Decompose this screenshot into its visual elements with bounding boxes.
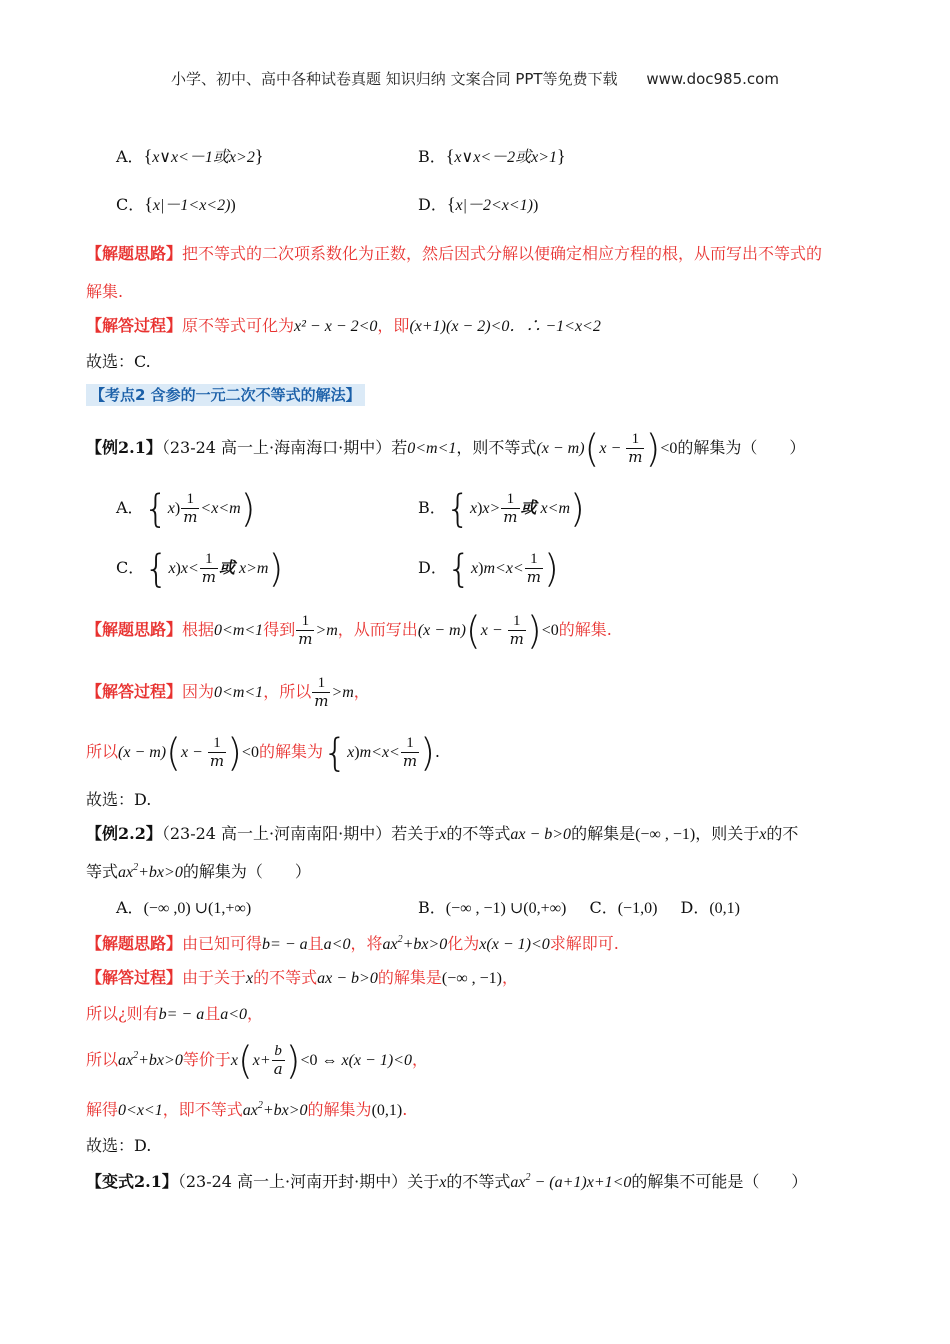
q1-option-d: D．{x|－2<x<1)) [418,194,539,214]
header-url[interactable]: www.doc985.com [646,70,779,88]
q1-idea: 【解题思路】把不等式的二次项系数化为正数，然后因式分解以便确定相应方程的根，从而写出不等式的 [86,244,823,263]
q1-idea-line2: 解集. [86,282,124,301]
example-2-1-stem: 【例2.1】（23-24 高一上·海南海口·期中）若0<m<1，则不等式(x − m)(x − $\frac{1}{m}$ )<0的解集为（ ） [86,426,806,471]
example-2-1-option-d: D．{x)m<x< $\frac{1}{m}$ ) [418,546,559,591]
example-2-2-stem: 【例2.2】（23-24 高一上·河南南阳·期中）若关于x的不等式ax − b>0的解集是(−∞ , −1)，则关于x的不 [86,824,799,843]
example-2-2-process: 【解答过程】由于关于x的不等式ax − b>0的解集是(−∞ , −1)， [86,968,518,987]
variant-2-1-stem: 【变式2.1】（23-24 高一上·河南开封·期中）关于x的不等式$ax^2 - (a+1)x+1<0$的解集不可能是（ ） [86,1172,808,1191]
q1-option-a-text: x∨x<－1或x>2 [152,149,255,166]
process-tag: 【解答过程】 [86,316,183,335]
example-2-1-option-a: A．{x) $\frac{1}{m}$ <x<m) [116,486,256,531]
topic-heading: 【考点2 含参的一元二次不等式的解法】 [86,384,365,406]
q1-option-a: A．{x∨x<－1或x>2} [116,146,264,166]
idea-tag: 【解题思路】 [86,244,183,263]
example-2-1-process: 【解答过程】因为0<m<1，所以 $\frac{1}{m}$ >m， [86,675,370,710]
example-2-2-options-bcd: B．(−∞ , −1) ∪(0,+∞) C．(−1,0) D．(0,1) [418,898,740,917]
q1-option-b: B．{x∨x<－2或x>1} [418,146,566,166]
q1-option-b-text: x∨x<－2或x>1 [454,149,558,166]
page-header [0,68,950,89]
example-2-2-option-a: A．(−∞ ,0) ∪(1,+∞) [116,898,252,917]
example-2-1-idea: 【解题思路】根据0<m<1得到 $\frac{1}{m}$ >m，从而写出(x − m)(x − $\frac{1}{m}$ )<0的解集. [86,608,612,653]
example-2-1-option-b: B．{x)x> $\frac{1}{m}$ 或 x<m) [418,486,585,531]
example-2-2-idea: 【解题思路】由已知可得b= − a且a<0，将$ax^2+bx>0$化为x(x − 1)<0求解即可. [86,934,619,953]
example-2-1-tag: 【例2.1】 [86,438,162,457]
example-2-2-answer: 故选：D. [86,1136,152,1155]
q1-option-c-text: x|－1<x<2) [152,197,231,214]
q1-option-d-text: x|－2<x<1) [455,197,534,214]
q1-answer: 故选：C. [86,352,151,371]
example-2-2-process-line2: 所以¿则有b= − a且a<0， [86,1004,264,1023]
q1-option-c: C．{x|－1<x<2)) [116,194,236,214]
example-2-2-process-line3: 所以$ax^2+bx>0$等价于x(x+ $\frac{b}{a}$ )<0 ⇔ x(x − 1)<0， [86,1038,428,1083]
example-2-1-answer: 故选：D. [86,790,152,809]
example-2-2-stem-line2: 等式$ax^2+bx>0$的解集为（ ） [86,862,311,881]
example-2-2-process-line4: 解得0<x<1，即不等式$ax^2+bx>0$的解集为(0,1). [86,1100,408,1119]
q1-process: 【解答过程】原不等式可化为x² − x − 2<0，即(x+1)(x − 2)<0．∴ −1<x<2 [86,316,601,335]
example-2-1-option-c: C．{x)x< $\frac{1}{m}$ 或 x>m) [116,546,284,591]
example-2-1-solution: 所以(x − m)(x − $\frac{1}{m}$ )<0的解集为{x)m<x< $\frac{1}{m}$ ). [86,730,440,775]
header-text: 小学、初中、高中各种试卷真题 知识归纳 文案合同 PPT等免费下载 [171,70,618,88]
